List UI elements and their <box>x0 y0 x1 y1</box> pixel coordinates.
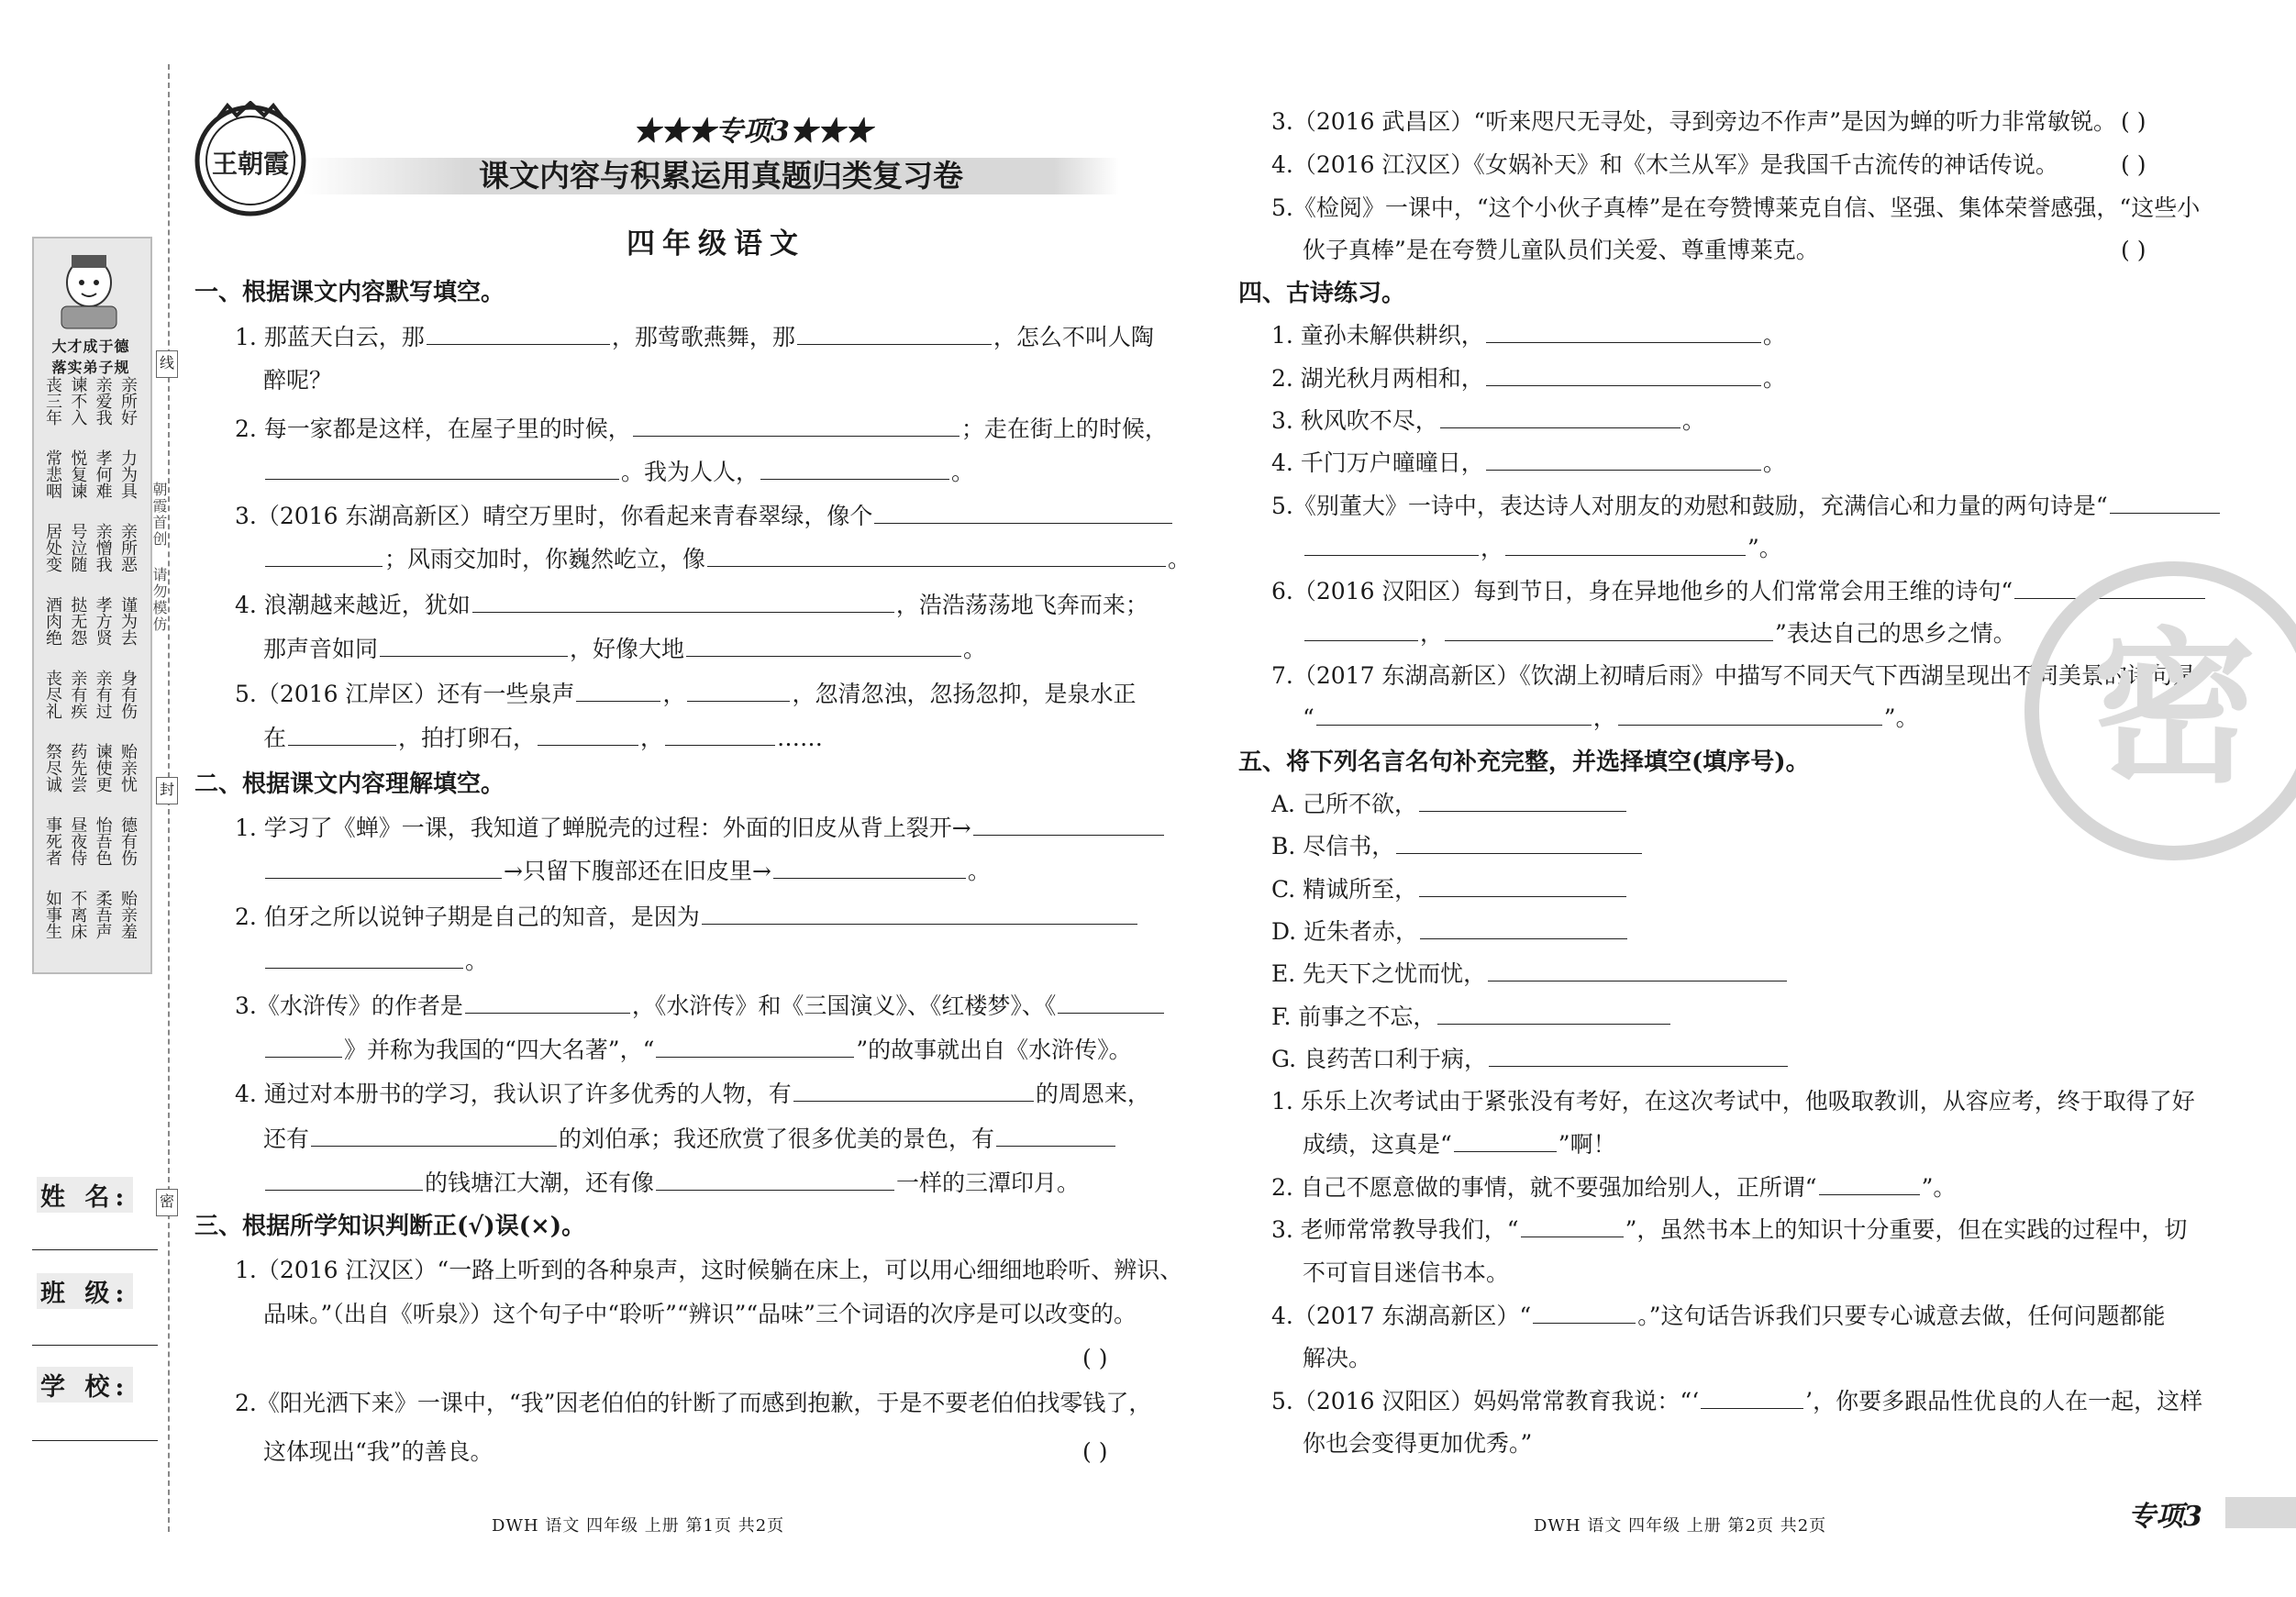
s3-q5-answer-paren[interactable]: ( ) <box>2121 237 2146 263</box>
s4-q1: 1. 童孙未解供耕织， 。 <box>1271 322 1786 349</box>
section-2-heading: 二、根据课文内容理解填空。 <box>194 771 505 798</box>
answer-blank[interactable] <box>427 324 610 345</box>
s1-q1-line2: 醉呢？ <box>263 367 333 394</box>
s3-q5-line2: 伙子真棒”是在夸赞儿童队员们关爱、尊重博莱克。 <box>1303 237 1819 263</box>
answer-blank[interactable] <box>538 725 638 746</box>
s4-q3: 3. 秋风吹不尽， 。 <box>1271 407 1705 434</box>
answer-blank[interactable] <box>380 636 568 657</box>
section-4-heading: 四、古诗练习。 <box>1238 280 1406 307</box>
answer-blank[interactable] <box>1419 876 1626 897</box>
answer-blank[interactable] <box>2110 493 2220 514</box>
sidebar-poem-column: 柔吾声 <box>93 890 113 939</box>
s3-q5-line1: 5.《检阅》一课中，“这个小伙子真棒”是在夸赞博莱克自信、坚强、集体荣誉感强，“这些小 <box>1271 194 2201 221</box>
answer-blank[interactable] <box>687 681 790 702</box>
sidebar-poem-block <box>43 890 138 972</box>
scholar-mascot-icon <box>41 246 138 333</box>
answer-blank[interactable] <box>311 1126 557 1147</box>
s4-q5-line1: 5.《别董大》一诗中，表达诗人对朋友的劝慰和鼓励，充满信心和力量的两句诗是“ <box>1271 493 2222 520</box>
answer-blank[interactable] <box>1488 960 1787 981</box>
s1-q5-line2: 在 ，拍打卵石， ， …… <box>263 725 824 751</box>
section-5-heading: 五、将下列名言名句补充完整，并选择填空(填序号)。 <box>1238 749 1810 776</box>
page-title: 课文内容与积累运用真题归类复习卷 <box>479 158 963 194</box>
answer-blank[interactable] <box>1819 1174 1920 1195</box>
answer-blank[interactable] <box>265 546 383 567</box>
s2-q1-line1: 1. 学习了《蝉》一课，我知道了蝉脱壳的过程：外面的旧皮从背上裂开→ <box>235 815 1166 842</box>
sidebar-poem-column: 如事生 <box>43 890 62 939</box>
footer-page-2: DWH 语文 四年级 上册 第2页 共2页 <box>1534 1516 1827 1536</box>
s4-q7-line1: 7.（2017 东湖高新区）《饮湖上初晴后雨》中描写不同天气下西湖呈现出不同美景的诗句是 <box>1271 662 2196 689</box>
answer-blank[interactable] <box>265 948 463 969</box>
sidebar-poem-column: 常悲咽 <box>43 449 62 499</box>
header-subtitle: ★★★专项3★★★ <box>633 116 872 148</box>
s1-q4-line1: 4. 浪潮越来越近，犹如 ，浩浩荡荡地飞奔而来； <box>235 592 1148 618</box>
class-label: 班 级: <box>37 1273 133 1309</box>
answer-blank[interactable] <box>707 546 1166 567</box>
sidebar-poem-column: 昼夜侍 <box>68 816 88 866</box>
answer-blank[interactable] <box>1445 620 1773 641</box>
answer-blank[interactable] <box>1058 993 1164 1014</box>
seal-label-seal: 封 <box>156 777 178 804</box>
section-3-heading: 三、根据所学知识判断正(√)误(×)。 <box>194 1213 586 1240</box>
answer-blank[interactable] <box>1486 365 1761 386</box>
s1-q4-line2: 那声音如同 ，好像大地 。 <box>263 636 987 662</box>
school-label: 学 校: <box>37 1367 133 1403</box>
s4-q2: 2. 湖光秋月两相和， 。 <box>1271 365 1786 392</box>
sidebar-poem-column: 亲有过 <box>93 670 113 719</box>
answer-blank[interactable] <box>996 1126 1115 1147</box>
s3-q4-answer-paren[interactable]: ( ) <box>2121 151 2146 178</box>
sidebar-poem-column: 不离床 <box>68 890 88 939</box>
s2-q4-line1: 4. 通过对本册书的学习，我认识了许多优秀的人物，有 的周恩来， <box>235 1081 1150 1107</box>
answer-blank[interactable] <box>797 324 992 345</box>
sidebar-poem-column: 德有伤 <box>117 816 138 866</box>
sidebar-poem-column: 悦复谏 <box>68 449 88 499</box>
answer-blank[interactable] <box>1316 704 1592 726</box>
sidebar-poem-block <box>43 449 138 532</box>
footer-tag: 专项3 <box>2128 1501 2202 1533</box>
s2-q4-line3: 的钱塘江大潮，还有像 一样的三潭印月。 <box>263 1170 1080 1197</box>
answer-blank[interactable] <box>773 858 966 879</box>
s1-q1-line1: 1. 那蓝天白云，那 ，那莺歌燕舞，那 ，怎么不叫人陶 <box>235 324 1154 350</box>
sidebar-poem-column: 贻亲忧 <box>117 743 138 793</box>
answer-blank[interactable] <box>1419 791 1626 812</box>
sidebar-poem-block <box>43 670 138 752</box>
sidebar-poem-column: 号泣随 <box>68 523 88 572</box>
sidebar-poem-block <box>43 376 138 459</box>
s5-q2: 2. 自己不愿意做的事情，就不要强加给别人，正所谓“ ”。 <box>1271 1174 1957 1201</box>
class-field[interactable] <box>32 1345 158 1346</box>
sidebar-poem-column: 酒肉绝 <box>43 596 62 646</box>
s3-q3-line: 3.（2016 武昌区）“听来咫尺无寻处，寻到旁边不作声”是因为蝉的听力非常敏锐。 <box>1271 108 2116 135</box>
name-label: 姓 名: <box>37 1177 133 1213</box>
sidebar-poem-block <box>43 743 138 826</box>
sidebar-poem-column: 亲爱我 <box>93 376 113 426</box>
s5-option-e: E. 先天下之忧而忧， <box>1271 960 1789 988</box>
sidebar-slogan-2: 落实弟子规 <box>51 359 130 376</box>
s1-q5-line1: 5.（2016 江岸区）还有一些泉声 ， ，忽清忽浊，忽扬忽抑，是泉水正 <box>235 681 1137 707</box>
sidebar-poem-column: 事死者 <box>43 816 62 866</box>
sidebar-poem-column: 药先尝 <box>68 743 88 793</box>
sidebar-poem-column: 怡吾色 <box>93 816 113 866</box>
answer-blank[interactable] <box>1304 535 1479 556</box>
answer-blank[interactable] <box>1440 407 1680 428</box>
answer-blank[interactable] <box>465 993 630 1014</box>
s4-q4: 4. 千门万户曈曈日， 。 <box>1271 449 1786 476</box>
s2-q3-line2: 》并称为我国的“四大名著”，“ ”的故事就出自《水浒传》。 <box>263 1037 1132 1064</box>
footer-page-1: DWH 语文 四年级 上册 第1页 共2页 <box>492 1516 785 1536</box>
s5-q5-line1: 5.（2016 汉阳区）妈妈常常教育我说：“‘ ’，你要多跟品性优良的人在一起，这样 <box>1271 1388 2203 1414</box>
footer-tag-band <box>2225 1497 2296 1528</box>
s2-q1-line2: →只留下腹部还在旧皮里→ 。 <box>263 858 991 885</box>
sidebar-poem-column: 亲憎我 <box>93 523 113 572</box>
answer-blank[interactable] <box>472 592 894 613</box>
s5-q3-line1: 3. 老师常常教导我们，“ ”，虽然书本上的知识十分重要，但在实践的过程中，切 <box>1271 1216 2188 1243</box>
sidebar-poem-column: 亲所好 <box>117 376 138 426</box>
answer-blank[interactable] <box>1304 620 1418 641</box>
answer-blank[interactable] <box>1420 918 1627 939</box>
answer-blank[interactable] <box>656 1170 894 1191</box>
s5-option-b: B. 尽信书， <box>1271 833 1644 860</box>
s5-option-d: D. 近朱者赤， <box>1271 918 1629 946</box>
answer-blank[interactable] <box>1437 1004 1670 1025</box>
answer-blank[interactable] <box>265 1037 342 1058</box>
sidebar-poem-column: 丧三年 <box>43 376 62 426</box>
section-1-heading: 一、根据课文内容默写填空。 <box>194 279 505 306</box>
sidebar-poem-column: 身有伤 <box>117 670 138 719</box>
s2-q2-line2: 。 <box>263 948 488 975</box>
answer-blank[interactable] <box>760 459 949 480</box>
answer-blank[interactable] <box>1454 1131 1557 1152</box>
answer-blank[interactable] <box>1489 1046 1788 1067</box>
publisher-logo-icon <box>191 101 310 220</box>
s4-q6-line2: ， ”表达自己的思乡之情。 <box>1303 620 2016 648</box>
s2-q2-line1: 2. 伯牙之所以说钟子期是自己的知音，是因为 <box>235 904 1139 931</box>
s3-q3-answer-paren[interactable]: ( ) <box>2121 108 2146 135</box>
s2-q4-line2: 还有 的刘伯承；我还欣赏了很多优美的景色，有 <box>263 1126 1117 1153</box>
s3-q1-line1: 1.（2016 江汉区）“一路上听到的各种泉声，这时候躺在床上，可以用心细细地聆听、辨识、 <box>235 1257 1183 1283</box>
s5-q1-line1: 1. 乐乐上次考试由于紧张没有考好，在这次考试中，他吸取教训，从容应考，终于取得了好 <box>1271 1088 2195 1115</box>
answer-blank[interactable] <box>686 636 961 657</box>
svg-text:密: 密 <box>2091 614 2257 805</box>
sidebar-poem-block <box>43 596 138 679</box>
s5-q4-line1: 4.（2017 东湖高新区）“ 。”这句话告诉我们只要专心诚意去做，任何问题都能 <box>1271 1303 2166 1329</box>
s4-q5-line2: ， ”。 <box>1303 535 1782 562</box>
answer-blank[interactable] <box>1533 1303 1636 1324</box>
sidebar-poem-column: 丧尽礼 <box>43 670 62 719</box>
s5-option-g: G. 良药苦口利于病， <box>1271 1046 1790 1073</box>
answer-blank[interactable] <box>793 1081 1034 1102</box>
s1-q2-line1: 2. 每一家都是这样，在屋子里的时候， ；走在街上的时候， <box>235 416 1168 442</box>
sidebar-poem-column: 力为具 <box>117 449 138 499</box>
sidebar-poem-column: 谨为去 <box>117 596 138 646</box>
answer-blank[interactable] <box>633 416 959 437</box>
s3-q2-line1: 2.《阳光洒下来》一课中，“我”因老伯伯的针断了而感到抱歉，于是不要老伯伯找零钱了， <box>235 1390 1152 1416</box>
answer-blank[interactable] <box>656 1037 854 1058</box>
answer-blank[interactable] <box>1486 322 1761 343</box>
answer-blank[interactable] <box>1618 704 1882 726</box>
sidebar-poem-column: 居处变 <box>43 523 62 572</box>
s5-option-a: A. 己所不欲， <box>1271 791 1628 818</box>
sidebar-poem-column: 亲有疾 <box>68 670 88 719</box>
answer-blank[interactable] <box>265 858 502 879</box>
sidebar-vertical-note: 朝霞首创 请勿模仿 <box>150 482 168 633</box>
svg-text:王朝霞: 王朝霞 <box>211 149 290 179</box>
s1-q3-line1: 3.（2016 东湖高新区）晴空万里时，你看起来青春翠绿，像个 <box>235 503 1174 530</box>
sidebar-slogan-1: 大才成于德 <box>51 338 130 355</box>
s5-q1-line2: 成绩，这真是“ ”啊！ <box>1303 1131 1616 1158</box>
answer-blank[interactable] <box>1486 449 1761 471</box>
school-field[interactable] <box>32 1440 158 1441</box>
s3-q2-answer-paren[interactable]: ( ) <box>1082 1438 1108 1465</box>
answer-blank[interactable] <box>265 1170 423 1191</box>
answer-blank[interactable] <box>665 725 775 746</box>
s3-q2-line2: 这体现出“我”的善良。 <box>263 1438 494 1465</box>
s4-q7-line2: “ ， ”。 <box>1303 704 1919 731</box>
sidebar-poem-column: 孝方贤 <box>93 596 113 646</box>
s4-q6-line1: 6.（2016 汉阳区）每到节日，身在异地他乡的人们常常会用王维的诗句“ <box>1271 578 2207 605</box>
answer-blank[interactable] <box>973 815 1164 836</box>
s3-q1-answer-paren[interactable]: ( ) <box>1082 1345 1108 1371</box>
answer-blank[interactable] <box>1505 535 1746 556</box>
sidebar-poem-column: 亲所恶 <box>117 523 138 572</box>
sidebar-poem-block <box>43 523 138 605</box>
s3-q1-line2: 品味。”（出自《听泉》）这个句子中“聆听”“辨识”“品味”三个词语的次序是可以改变的。 <box>263 1301 1137 1327</box>
sidebar-poem-column: 挞无怨 <box>68 596 88 646</box>
answer-blank[interactable] <box>576 681 660 702</box>
seal-label-secret: 密 <box>156 1189 178 1216</box>
answer-blank[interactable] <box>1396 833 1642 854</box>
grade-subtitle: 四年级语文 <box>627 227 805 261</box>
answer-blank[interactable] <box>288 725 396 746</box>
s5-q3-line2: 不可盲目迷信书本。 <box>1303 1259 1510 1286</box>
s1-q3-line2: ；风雨交加时，你巍然屹立，像 。 <box>263 546 1191 573</box>
sidebar-poem-column: 祭尽诚 <box>43 743 62 793</box>
s3-q4-line: 4.（2016 江汉区）《女娲补天》和《木兰从军》是我国千古流传的神话传说。 <box>1271 151 2058 178</box>
s1-q2-line2: 。我为人人， 。 <box>263 459 974 486</box>
sidebar-poem-column: 孝何难 <box>93 449 113 499</box>
answer-blank[interactable] <box>874 503 1172 524</box>
s5-q5-line2: 你也会变得更加优秀。” <box>1303 1430 1533 1457</box>
sidebar-poem-column: 贻亲羞 <box>117 890 138 939</box>
answer-blank[interactable] <box>702 904 1137 925</box>
name-field[interactable] <box>32 1249 158 1250</box>
sidebar-poem-column: 谏使更 <box>93 743 113 793</box>
secret-seal-watermark-icon <box>2023 560 2296 862</box>
sidebar-poem-column: 谏不入 <box>68 376 88 426</box>
answer-blank[interactable] <box>1701 1388 1803 1409</box>
answer-blank[interactable] <box>265 459 619 480</box>
s5-option-c: C. 精诚所至， <box>1271 876 1628 904</box>
s2-q3-line1: 3.《水浒传》的作者是 ，《水浒传》和《三国演义》、《红楼梦》、《 <box>235 993 1166 1020</box>
answer-blank[interactable] <box>1521 1216 1624 1237</box>
seal-label-line: 线 <box>156 350 178 378</box>
sidebar-poem-block <box>43 816 138 899</box>
s5-option-f: F. 前事之不忘， <box>1271 1004 1672 1031</box>
s5-q4-line2: 解决。 <box>1303 1345 1372 1371</box>
